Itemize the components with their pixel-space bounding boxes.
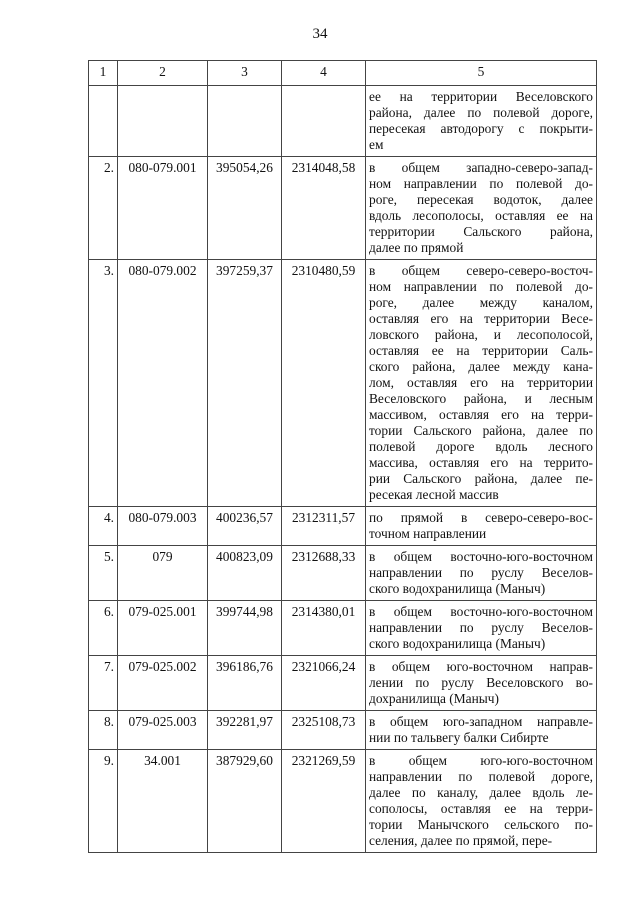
table-row — [89, 546, 597, 601]
description-line: территории Сальского района, — [369, 224, 593, 239]
description-line: района, далее по полевой дороге, — [369, 105, 593, 120]
description-line: полевой дороге вдоль лесного — [369, 439, 593, 454]
description-line: Веселовского района, и лесным — [369, 391, 593, 406]
description-cell — [366, 546, 597, 601]
table-row — [89, 260, 597, 507]
point-code-cell: 080-079.002 — [118, 260, 208, 507]
point-code-cell: 079-025.003 — [118, 711, 208, 750]
description-line: ского района, далее между кана- — [369, 359, 593, 374]
y-coordinate-cell: 2312311,57 — [282, 507, 366, 546]
point-code-cell: 079-025.001 — [118, 601, 208, 656]
table-row — [89, 157, 597, 260]
description-line: далее по каналу, далее вдоль ле- — [369, 785, 593, 800]
x-coordinate-cell: 395054,26 — [208, 157, 282, 260]
description-line: направлении по полевой дороге, — [369, 769, 593, 784]
description-line: нии по тальвегу балки Сибирте — [369, 730, 549, 745]
header-cell-2: 2 — [118, 61, 208, 86]
description-line: ловского района, и лесополосой, — [369, 327, 593, 342]
description-line: направлении по руслу Веселов- — [369, 565, 593, 580]
description-line: в общем восточно-юго-восточном — [369, 604, 593, 619]
row-number-cell: 7. — [89, 656, 118, 711]
description-line: по прямой в северо-северо-вос- — [369, 510, 593, 525]
description-cell — [366, 711, 597, 750]
description-line: лении по руслу Веселовского во- — [369, 675, 593, 690]
table-row — [89, 656, 597, 711]
row-number-cell: 4. — [89, 507, 118, 546]
y-coordinate-cell: 2314380,01 — [282, 601, 366, 656]
description-line: вдоль лесополосы, оставляя ее на — [369, 208, 593, 223]
description-line: далее по прямой — [369, 240, 464, 255]
row-number-cell: 5. — [89, 546, 118, 601]
description-line: массивом, оставляя его на терри- — [369, 407, 593, 422]
description-line: ресекая лесной массив — [369, 487, 499, 502]
description-line: ского водохранилища (Маныч) — [369, 581, 546, 596]
description-line: тории Сальского района, далее по — [369, 423, 593, 438]
row-number-cell: 8. — [89, 711, 118, 750]
y-coordinate-cell — [282, 86, 366, 157]
x-coordinate-cell — [208, 86, 282, 157]
description-cell — [366, 601, 597, 656]
point-code-cell: 079-025.002 — [118, 656, 208, 711]
table-row — [89, 507, 597, 546]
row-number-cell: 9. — [89, 750, 118, 853]
page-number: 34 — [312, 26, 328, 42]
header-cell-5: 5 — [366, 61, 597, 86]
y-coordinate-cell: 2312688,33 — [282, 546, 366, 601]
description-line: массива, оставляя его на террито- — [369, 455, 593, 470]
description-line: лом, оставляя его на территории — [369, 375, 593, 390]
description-line: селения, далее по прямой, пере- — [369, 833, 553, 848]
description-line: ского водохранилища (Маныч) — [369, 636, 546, 651]
y-coordinate-cell: 2314048,58 — [282, 157, 366, 260]
description-line: ном направлении по полевой до- — [369, 279, 593, 294]
y-coordinate-cell: 2310480,59 — [282, 260, 366, 507]
description-line: точном направлении — [369, 526, 487, 541]
table-row — [89, 750, 597, 853]
description-line: рии Сальского района, далее пе- — [369, 471, 593, 486]
description-line: тории Манычского сельского по- — [369, 817, 593, 832]
point-code-cell: 34.001 — [118, 750, 208, 853]
row-number-cell: 3. — [89, 260, 118, 507]
description-line: в общем юго-западном направле- — [369, 714, 593, 729]
description-line: пересекая автодорогу с покрыти- — [369, 121, 593, 136]
description-line: оставляя его на территории Весе- — [369, 311, 593, 326]
description-line: в общем восточно-юго-восточном — [369, 549, 593, 564]
description-line: дохранилища (Маныч) — [369, 691, 499, 706]
point-code-cell — [118, 86, 208, 157]
header-cell-3: 3 — [208, 61, 282, 86]
description-cell — [366, 656, 597, 711]
table-header-row — [89, 61, 597, 86]
table-row — [89, 86, 597, 157]
point-code-cell: 080-079.003 — [118, 507, 208, 546]
row-number-cell — [89, 86, 118, 157]
y-coordinate-cell: 2325108,73 — [282, 711, 366, 750]
description-line: в общем северо-северо-восточ- — [369, 263, 593, 278]
x-coordinate-cell: 400823,09 — [208, 546, 282, 601]
row-number-cell: 6. — [89, 601, 118, 656]
boundary-description-table — [88, 60, 597, 853]
description-line: ном направлении по полевой до- — [369, 176, 593, 191]
table-row — [89, 711, 597, 750]
y-coordinate-cell: 2321066,24 — [282, 656, 366, 711]
description-line: ее на территории Веселовского — [369, 89, 593, 104]
description-line: оставляя ее на территории Саль- — [369, 343, 593, 358]
x-coordinate-cell: 392281,97 — [208, 711, 282, 750]
description-line: в общем западно-северо-запад- — [369, 160, 593, 175]
point-code-cell: 080-079.001 — [118, 157, 208, 260]
y-coordinate-cell: 2321269,59 — [282, 750, 366, 853]
row-number-cell: 2. — [89, 157, 118, 260]
description-line: ем — [369, 137, 384, 152]
description-cell — [366, 260, 597, 507]
x-coordinate-cell: 400236,57 — [208, 507, 282, 546]
point-code-cell: 079 — [118, 546, 208, 601]
x-coordinate-cell: 399744,98 — [208, 601, 282, 656]
description-line: в общем юго-юго-восточном — [369, 753, 593, 768]
description-line: роге, далее между каналом, — [369, 295, 593, 310]
x-coordinate-cell: 387929,60 — [208, 750, 282, 853]
description-cell — [366, 750, 597, 853]
header-cell-4: 4 — [282, 61, 366, 86]
description-cell — [366, 507, 597, 546]
description-cell — [366, 157, 597, 260]
header-cell-1: 1 — [89, 61, 118, 86]
description-line: в общем юго-восточном направ- — [369, 659, 593, 674]
description-line: сополосы, оставляя ее на терри- — [369, 801, 593, 816]
x-coordinate-cell: 397259,37 — [208, 260, 282, 507]
table-row — [89, 601, 597, 656]
description-cell — [366, 86, 597, 157]
x-coordinate-cell: 396186,76 — [208, 656, 282, 711]
description-line: роге, пересекая водоток, далее — [369, 192, 593, 207]
description-line: направлении по руслу Веселов- — [369, 620, 593, 635]
